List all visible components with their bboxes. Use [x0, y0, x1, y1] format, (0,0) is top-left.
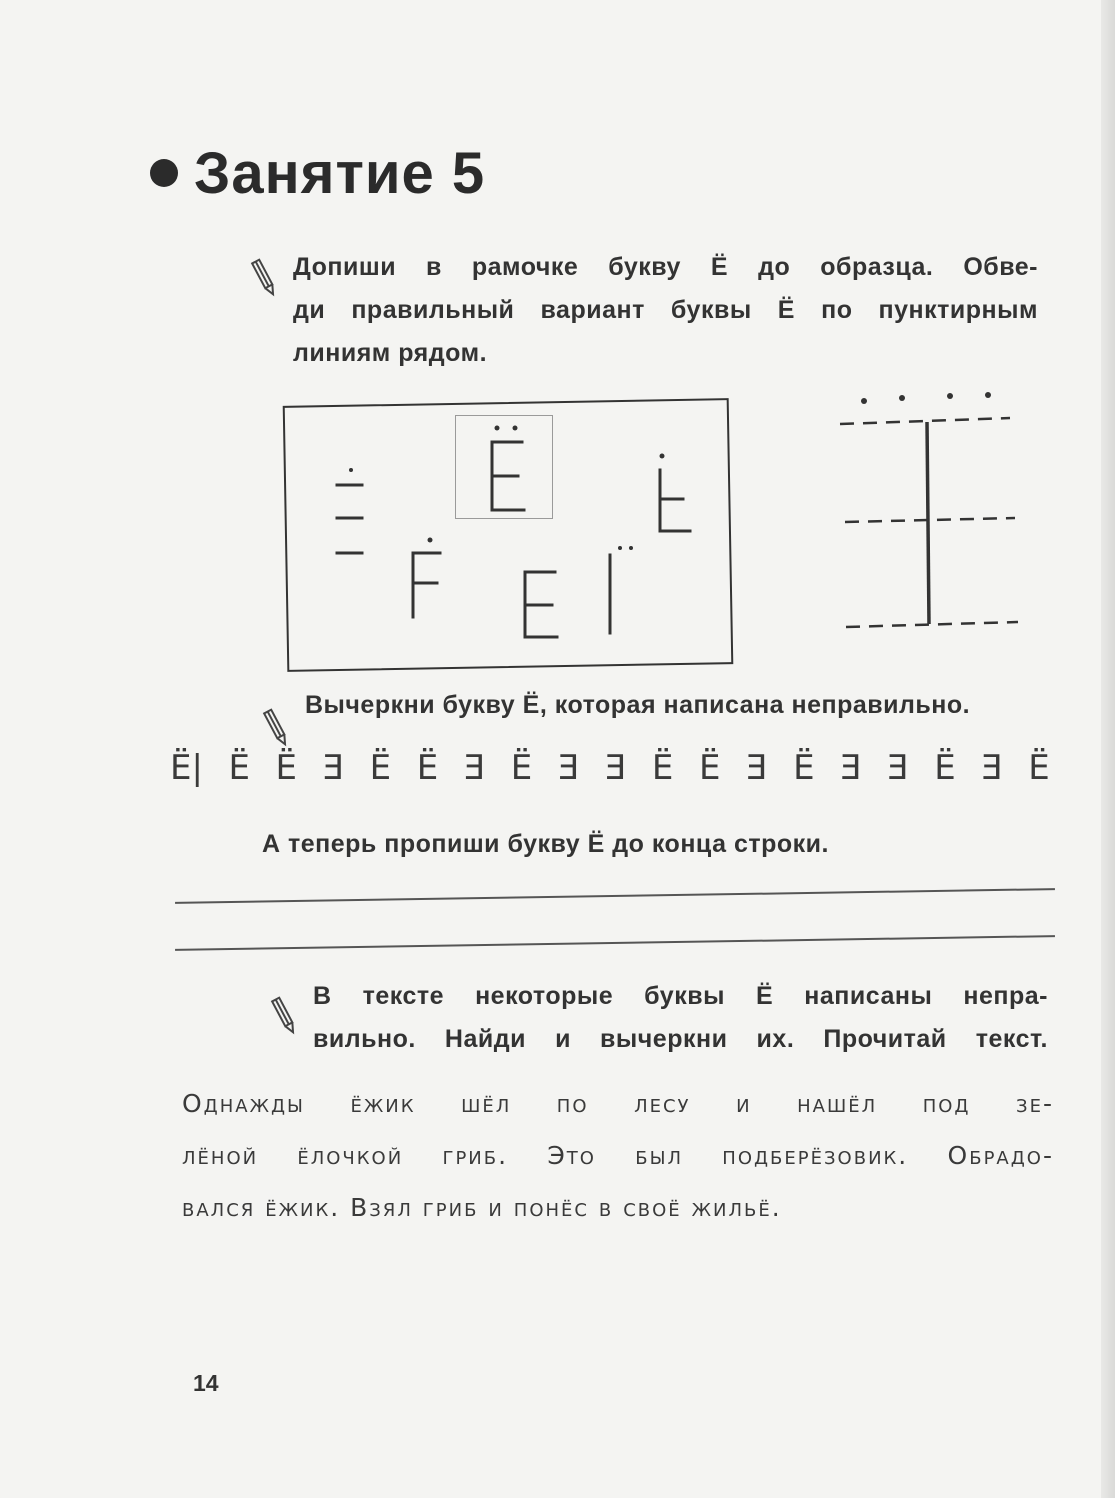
task3-instruction	[313, 975, 1048, 1061]
letter-item[interactable]: Ё	[416, 748, 439, 788]
letter-variants-drawing	[0, 0, 1115, 700]
letter-item[interactable]: Ǝ	[981, 748, 1003, 788]
letter-item[interactable]: Ё	[698, 748, 721, 788]
story-line: вался ёжик. Взял гриб и понёс в своё жильё.	[182, 1193, 782, 1222]
letter-fragment-left	[337, 468, 362, 553]
letter-item[interactable]: Ё	[934, 748, 956, 788]
writing-line[interactable]	[175, 935, 1055, 950]
letter-item[interactable]: Ǝ	[322, 748, 345, 788]
page-number: 14	[193, 1370, 219, 1396]
letter-item[interactable]: Ǝ	[557, 748, 580, 788]
writing-line[interactable]	[175, 888, 1055, 903]
letter-item[interactable]: Ё	[228, 748, 250, 788]
letter-item[interactable]: Ǝ	[887, 748, 909, 788]
task1-line: линиям рядом.	[293, 339, 488, 367]
letter-item[interactable]: Ǝ	[463, 748, 486, 788]
letter-variant-half	[660, 454, 691, 532]
letter-item[interactable]: Ǝ	[746, 748, 768, 788]
page-title: Занятие 5	[194, 140, 486, 206]
story-line: Однажды ёжик шёл по лесу и нашёл под зе-	[182, 1089, 1054, 1118]
letter-item[interactable]: Ё	[651, 748, 674, 788]
tracing-guide	[840, 392, 1018, 627]
pencil-icon	[262, 705, 292, 749]
letter-item[interactable]: Ё|	[170, 748, 203, 788]
letters-row	[170, 748, 1050, 788]
letter-item[interactable]: Ё	[793, 748, 815, 788]
task2-followup: А теперь пропиши букву Ё до конца строки.	[262, 830, 829, 858]
letter-item[interactable]: Ǝ	[604, 748, 627, 788]
task1-line: Допиши в рамочке букву Ё до образца. Обве-	[293, 253, 1038, 281]
task2-instruction: Вычеркни букву Ё, которая написана неправильно.	[305, 691, 971, 719]
letter-item[interactable]: Ё	[1028, 748, 1050, 788]
letter-variant-stroke	[610, 546, 633, 633]
letter-variant-e	[525, 572, 557, 637]
task3-line: вильно. Найди и вычеркни их. Прочитай текст.	[313, 1025, 1048, 1053]
letter-item[interactable]: Ǝ	[840, 748, 862, 788]
story-text	[182, 1078, 1054, 1234]
letter-item[interactable]: Ё	[275, 748, 298, 788]
letter-variant-f	[413, 538, 440, 618]
task3-line: В тексте некоторые буквы Ё написаны непра-	[313, 982, 1048, 1010]
story-line: лёной ёлочкой гриб. Это был подберёзовик. Обрадо-	[182, 1141, 1054, 1170]
pencil-icon	[270, 993, 300, 1037]
letter-item[interactable]: Ё	[510, 748, 533, 788]
letter-item[interactable]: Ё	[369, 748, 392, 788]
sample-letter-yo	[492, 426, 524, 511]
task1-line: ди правильный вариант буквы Ё по пунктирным	[293, 296, 1038, 324]
